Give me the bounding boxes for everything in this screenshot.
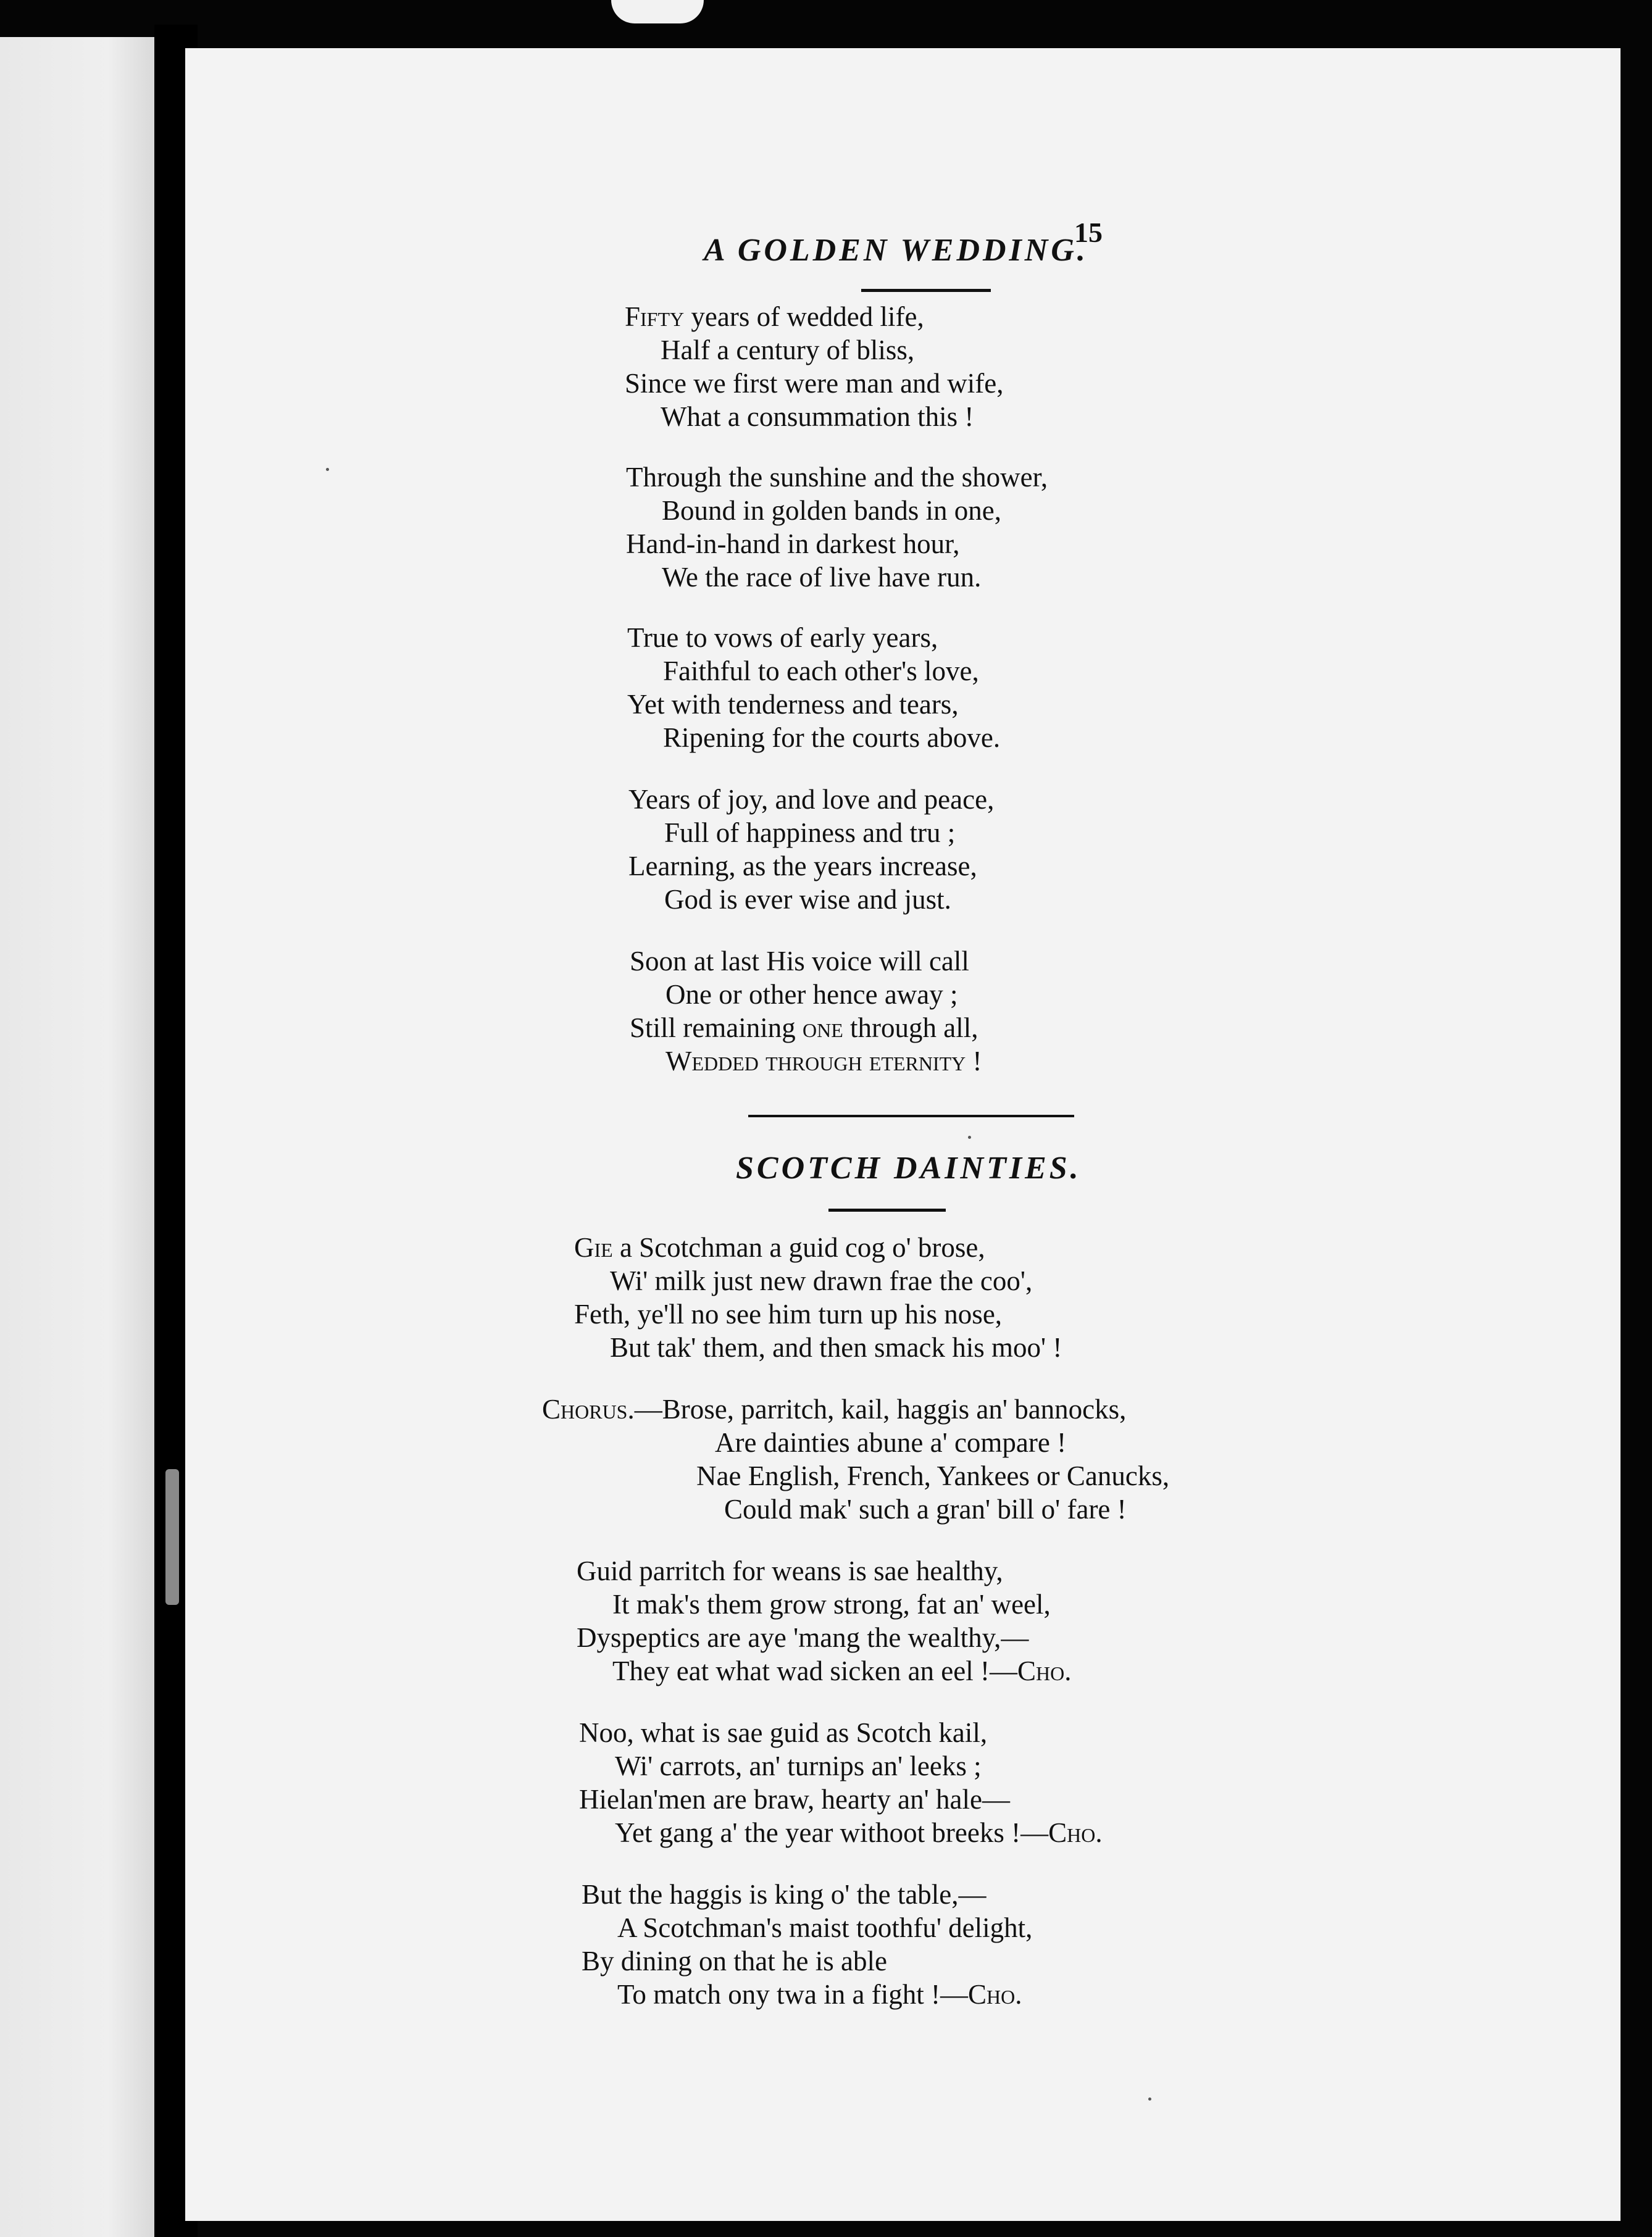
verse-line: Gie a Scotchman a guid cog o' brose, (574, 1232, 985, 1263)
verse-line: God is ever wise and just. (664, 884, 951, 915)
verse-line: Noo, what is sae guid as Scotch kail, (579, 1717, 988, 1748)
verse-line: Half a century of bliss, (661, 335, 915, 365)
poem1-stanza-5 (630, 944, 982, 1078)
drop-word: Gie (574, 1232, 613, 1263)
emphasis-word: one (802, 1012, 843, 1043)
poem-title-golden-wedding: A GOLDEN WEDDING. (704, 233, 1088, 268)
verse-line: Hielan'men are braw, hearty an' hale— (579, 1784, 1010, 1815)
verse-line: They eat what wad sicken an eel !—Cho. (612, 1656, 1072, 1686)
verse-line: Could mak' such a gran' bill o' fare ! (724, 1494, 1127, 1525)
poem1-stanza-1 (625, 300, 1004, 433)
poem1-stanza-4 (628, 783, 994, 916)
poem1-stanza-3 (627, 621, 1000, 754)
verse-line: But the haggis is king o' the table,— (582, 1879, 987, 1910)
chorus-cue: Cho. (967, 1979, 1022, 2010)
poem1-stanza-2 (626, 460, 1048, 594)
poem2-stanza-3 (579, 1716, 1103, 1849)
verse-line: Fifty years of wedded life, (625, 301, 924, 332)
speck (326, 468, 329, 471)
verse-line: Since we first were man and wife, (625, 368, 1004, 399)
verse-line: But tak' them, and then smack his moo' ! (610, 1332, 1062, 1363)
verse-line: Years of joy, and love and peace, (628, 784, 995, 815)
verse-line: Still remaining one through all, (630, 1012, 978, 1043)
verse-line: Feth, ye'll no see him turn up his nose, (574, 1299, 1003, 1330)
poem2-stanza-1 (574, 1231, 1062, 1364)
chorus-label: Chorus. (542, 1394, 635, 1425)
page-number: 15 (1074, 217, 1103, 248)
verse-line: It mak's them grow strong, fat an' weel, (612, 1589, 1051, 1620)
verse-line: Guid parritch for weans is sae healthy, (577, 1556, 1003, 1586)
speck (1148, 2097, 1151, 2101)
verse-line: One or other hence away ; (665, 979, 958, 1010)
verse-line: Chorus.—Brose, parritch, kail, haggis an' bannocks, (542, 1394, 1127, 1425)
verse-line: True to vows of early years, (627, 622, 938, 653)
verse-line: Through the sunshine and the shower, (626, 462, 1048, 493)
section-divider (748, 1115, 1074, 1117)
chorus-cue: Cho. (1048, 1817, 1103, 1848)
verse-line: Full of happiness and tru ; (664, 817, 956, 848)
poem2-chorus (542, 1393, 1169, 1526)
verse-line: Hand-in-hand in darkest hour, (626, 528, 960, 559)
poem2-stanza-2 (577, 1554, 1071, 1688)
page-tab-edge (611, 0, 704, 23)
verse-line: Soon at last His voice will call (630, 946, 969, 977)
verse-line: Yet with tenderness and tears, (627, 689, 959, 720)
speck (968, 1136, 971, 1139)
title-underline (861, 289, 991, 292)
verse-line: To match ony twa in a fight !—Cho. (617, 1979, 1022, 2010)
verse-line: Nae English, French, Yankees or Canucks, (696, 1460, 1170, 1491)
verse-line: Are dainties abune a' compare ! (715, 1427, 1067, 1458)
title-underline (828, 1209, 946, 1212)
verse-line: We the race of live have run. (662, 562, 982, 593)
verse-line: Faithful to each other's love, (663, 656, 979, 686)
verse-line: Wedded through eternity ! (665, 1046, 982, 1077)
verse-line: Bound in golden bands in one, (662, 495, 1001, 526)
verse-line: Wi' carrots, an' turnips an' leeks ; (615, 1751, 982, 1781)
binding-mark (165, 1469, 179, 1605)
verse-line: Wi' milk just new drawn frae the coo', (610, 1265, 1033, 1296)
verse-line: Yet gang a' the year withoot breeks !—Cho. (615, 1817, 1103, 1848)
poem2-stanza-4 (582, 1878, 1032, 2011)
verse-line: By dining on that he is able (582, 1946, 887, 1977)
verse-line: A Scotchman's maist toothfu' delight, (617, 1912, 1033, 1943)
verse-line: Ripening for the courts above. (663, 722, 1001, 753)
poem-title-scotch-dainties: SCOTCH DAINTIES. (736, 1151, 1082, 1186)
verse-line: Dyspeptics are aye 'mang the wealthy,— (577, 1622, 1029, 1653)
verse-line: What a consummation this ! (661, 401, 974, 432)
book-page (185, 48, 1621, 2221)
previous-page-edge (0, 37, 154, 2237)
chorus-cue: Cho. (1017, 1656, 1072, 1686)
drop-word: Fifty (625, 301, 685, 332)
verse-line: Learning, as the years increase, (628, 851, 977, 881)
